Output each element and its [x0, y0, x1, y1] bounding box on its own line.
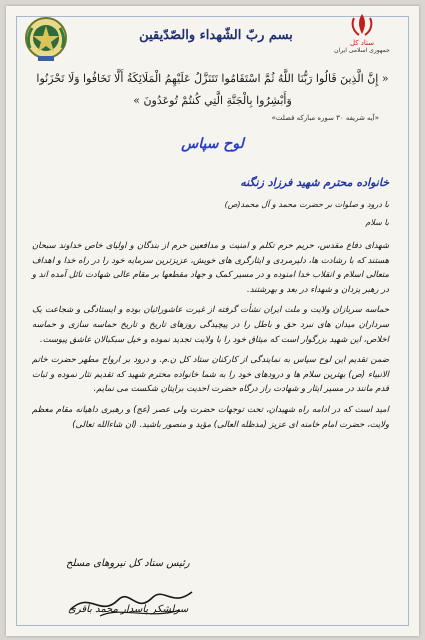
- armed-forces-emblem-icon: [22, 14, 70, 64]
- body-paragraph: امید است که در ادامه راه شهیدان، تحت توجهات حضرت ولی عصر (عج) و رهبری داهیانه مقام معظم ولایت، حضرت امام خامنه ای عزیز (مدظله العالی) مؤید و منصور باشید. (ان شاءالله تعالی): [32, 403, 389, 429]
- body-paragraph: حماسه سربازان ولایت و ملت ایران نشأت گرفته از غیرت عاشورائیان بوده و ایستادگی و شجاعت یک سرداران میدان های نبرد حق و باطل را در پیچیدگی روزهای تاریخ و تاریخ حماسه سازی و حماسه اخلاص، این شهید بزرگوار است که میثاق خود را با ولایت تجدید نموده و خیل سبکبالان عاشق پیوست.: [32, 304, 389, 344]
- republic-emblem: [327, 12, 397, 54]
- emblem-label-top: ستاد کل: [349, 39, 375, 47]
- quran-verse: « إِنَّ الَّذِينَ قَالُوا رَبُّنَا اللَّهُ ثُمَّ اسْتَقَامُوا تَتَنَزَّلُ عَلَيْهِمُ الْمَلَائِكَةُ أَلَّا تَخَافُوا وَلَا تَحْزَنُوا وَأَبْشِرُوا بِالْجَنَّةِ الَّتِي كُنتُمْ تُوعَدُونَ »: [36, 72, 389, 107]
- signatory-name: سرلشکر پاسدار محمد باقری: [68, 604, 189, 615]
- emblem-label-bottom: جمهوری اسلامی ایران: [334, 47, 390, 54]
- signatory-title: رئیس ستاد کل نیروهای مسلح: [66, 558, 190, 569]
- handwritten-signature-icon: [60, 570, 210, 626]
- body-paragraph: شهدای دفاع مقدس، حریم حرم تکلم و امنیت و مدافعین حرم از بندگان و اولیای خاص خداوند سبحان هستند که با رشادت ها، دلیرمردی و ایثارگری های خویش، عزیزترین سرمایه خود را در راه خدا و اهداف متعالی اسلام و انقلاب خدا امنوده و در مسیر کمک و جهاد مقطعها بر مقام عالی شهادت نائل آمده اند و در رهبر یزدان و شهداء در بعد و بهرشتند.: [32, 240, 389, 294]
- salawat-line: با درود و صلوات بر حضرت محمد و آل محمد(ص): [224, 200, 389, 209]
- document-page: [6, 6, 419, 636]
- document-title: لوح سپاس: [181, 136, 244, 152]
- allah-emblem-icon: [348, 12, 376, 38]
- bismillah-heading: بسم ربّ الشّهداء والصّدّیقین: [139, 28, 293, 43]
- letter-body: [32, 238, 389, 437]
- greeting-line: با سلام: [365, 218, 389, 227]
- verse-reference: «آیه شریفه ۳۰ سوره مبارکه فصلت»: [271, 114, 379, 122]
- body-paragraph: ضمن تقدیم این لوح سپاس به نمایندگی از کارکنان ستاد کل ن.م. و درود بر ارواح مطهر حضرت خاتم الانبیاء (ص) بهترین سلام ها و درودهای خود را به شما خانواده محترم شهید که تقدیم نثار نموده و ثبات قدم مانند در مسیر ایثار و شهادت راز درگاه حضرت احدیت برایتان شکست می نمایم.: [32, 354, 389, 394]
- recipient-line: خانواده محترم شهید فرزاد زنگنه: [240, 176, 389, 189]
